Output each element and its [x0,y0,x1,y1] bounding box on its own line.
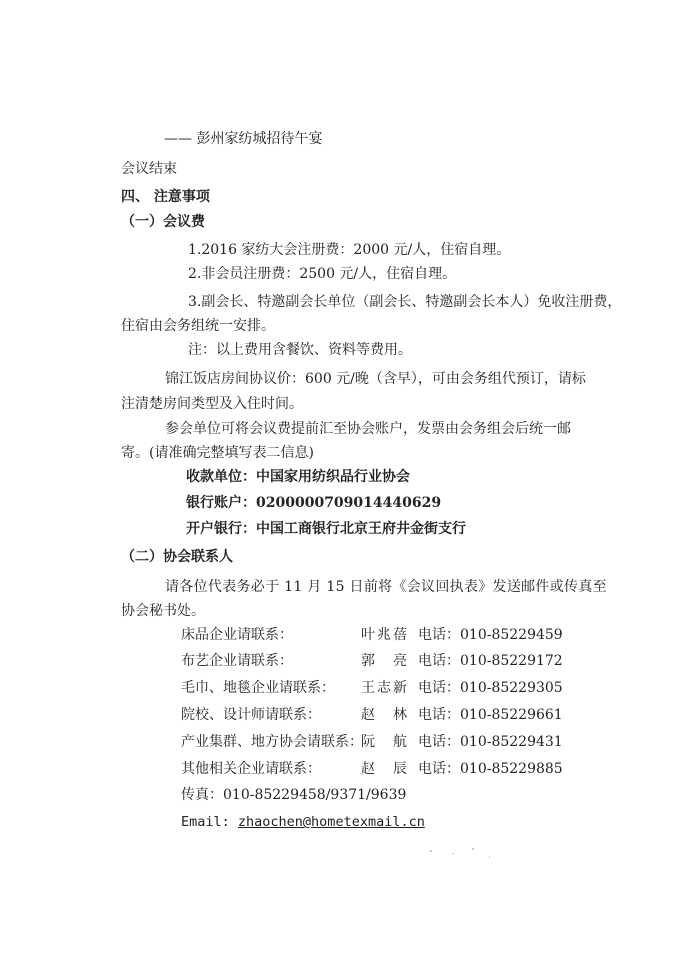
contact-label: 毛巾、地毯企业请联系： [181,680,335,696]
fee-item-3-line2: 住宿由会务组统一安排。 [121,318,275,334]
contact-name: 叶兆蓓 [361,627,409,643]
fee-note: 注：以上费用含餐饮、资料等费用。 [188,342,412,358]
bank-line: 开户银行：中国工商银行北京王府井金街支行 [186,521,466,537]
contact-phone: 电话：010-85229661 [418,707,563,723]
account-line: 银行账户：0200000709014440629 [186,495,442,511]
contact-phone: 电话：010-85229459 [418,627,563,643]
luncheon-item: —— 彭州家纺城招待午宴 [164,131,323,147]
scan-speck [430,850,432,852]
contact-intro-line1: 请各位代表务必于 11 月 15 日前将《会议回执表》发送邮件或传真至 [165,579,607,595]
scan-speck [489,856,490,858]
email-label: Email: [181,814,238,830]
contact-phone: 电话：010-85229172 [418,653,563,669]
fax-line: 传真：010-85229458/9371/9639 [181,787,407,803]
email-link[interactable]: zhaochen@hometexmail.cn [237,814,425,830]
fee-heading: （一）会议费 [121,214,205,230]
contact-label: 其他相关企业请联系： [181,761,321,777]
contact-intro-line2: 协会秘书处。 [121,603,205,619]
contact-phone: 电话：010-85229885 [418,761,563,777]
fee-item-1: 1.2016 家纺大会注册费：2000 元/人，住宿自理。 [188,242,511,258]
contact-name: 王志新 [361,680,409,696]
contact-label: 布艺企业请联系： [181,653,293,669]
scan-speck [452,853,454,854]
contact-heading: （二）协会联系人 [121,549,233,565]
remit-line1: 参会单位可将会议费提前汇至协会账户，发票由会务组会后统一邮 [165,421,571,437]
contact-phone: 电话：010-85229305 [418,680,563,696]
scan-speck [472,848,474,850]
fee-item-2: 2.非会员注册费：2500 元/人，住宿自理。 [188,266,457,282]
remit-line2: 寄。(请准确完整填写表二信息) [121,445,314,461]
contact-name: 阮 航 [361,734,409,750]
contact-name: 郭 亮 [361,653,409,669]
fee-item-3-line1: 3.副会长、特邀副会长单位（副会长、特邀副会长本人）免收注册费， [188,294,622,310]
section4-heading: 四、 注意事项 [121,189,210,205]
hotel-line1: 锦江饭店房间协议价：600 元/晚（含早），可由会务组代预订，请标 [165,371,586,387]
contact-phone: 电话：010-85229431 [418,734,563,750]
contact-label: 院校、设计师请联系： [181,707,321,723]
contact-name: 赵 林 [361,707,409,723]
contact-label: 产业集群、地方协会请联系： [181,734,363,750]
hotel-line2: 注清楚房间类型及入住时间。 [121,396,303,412]
payee-line: 收款单位：中国家用纺织品行业协会 [186,469,410,485]
meeting-end-text: 会议结束 [121,161,177,177]
contact-label: 床品企业请联系： [181,627,293,643]
contact-name: 赵 辰 [361,761,409,777]
email-line [181,813,425,831]
